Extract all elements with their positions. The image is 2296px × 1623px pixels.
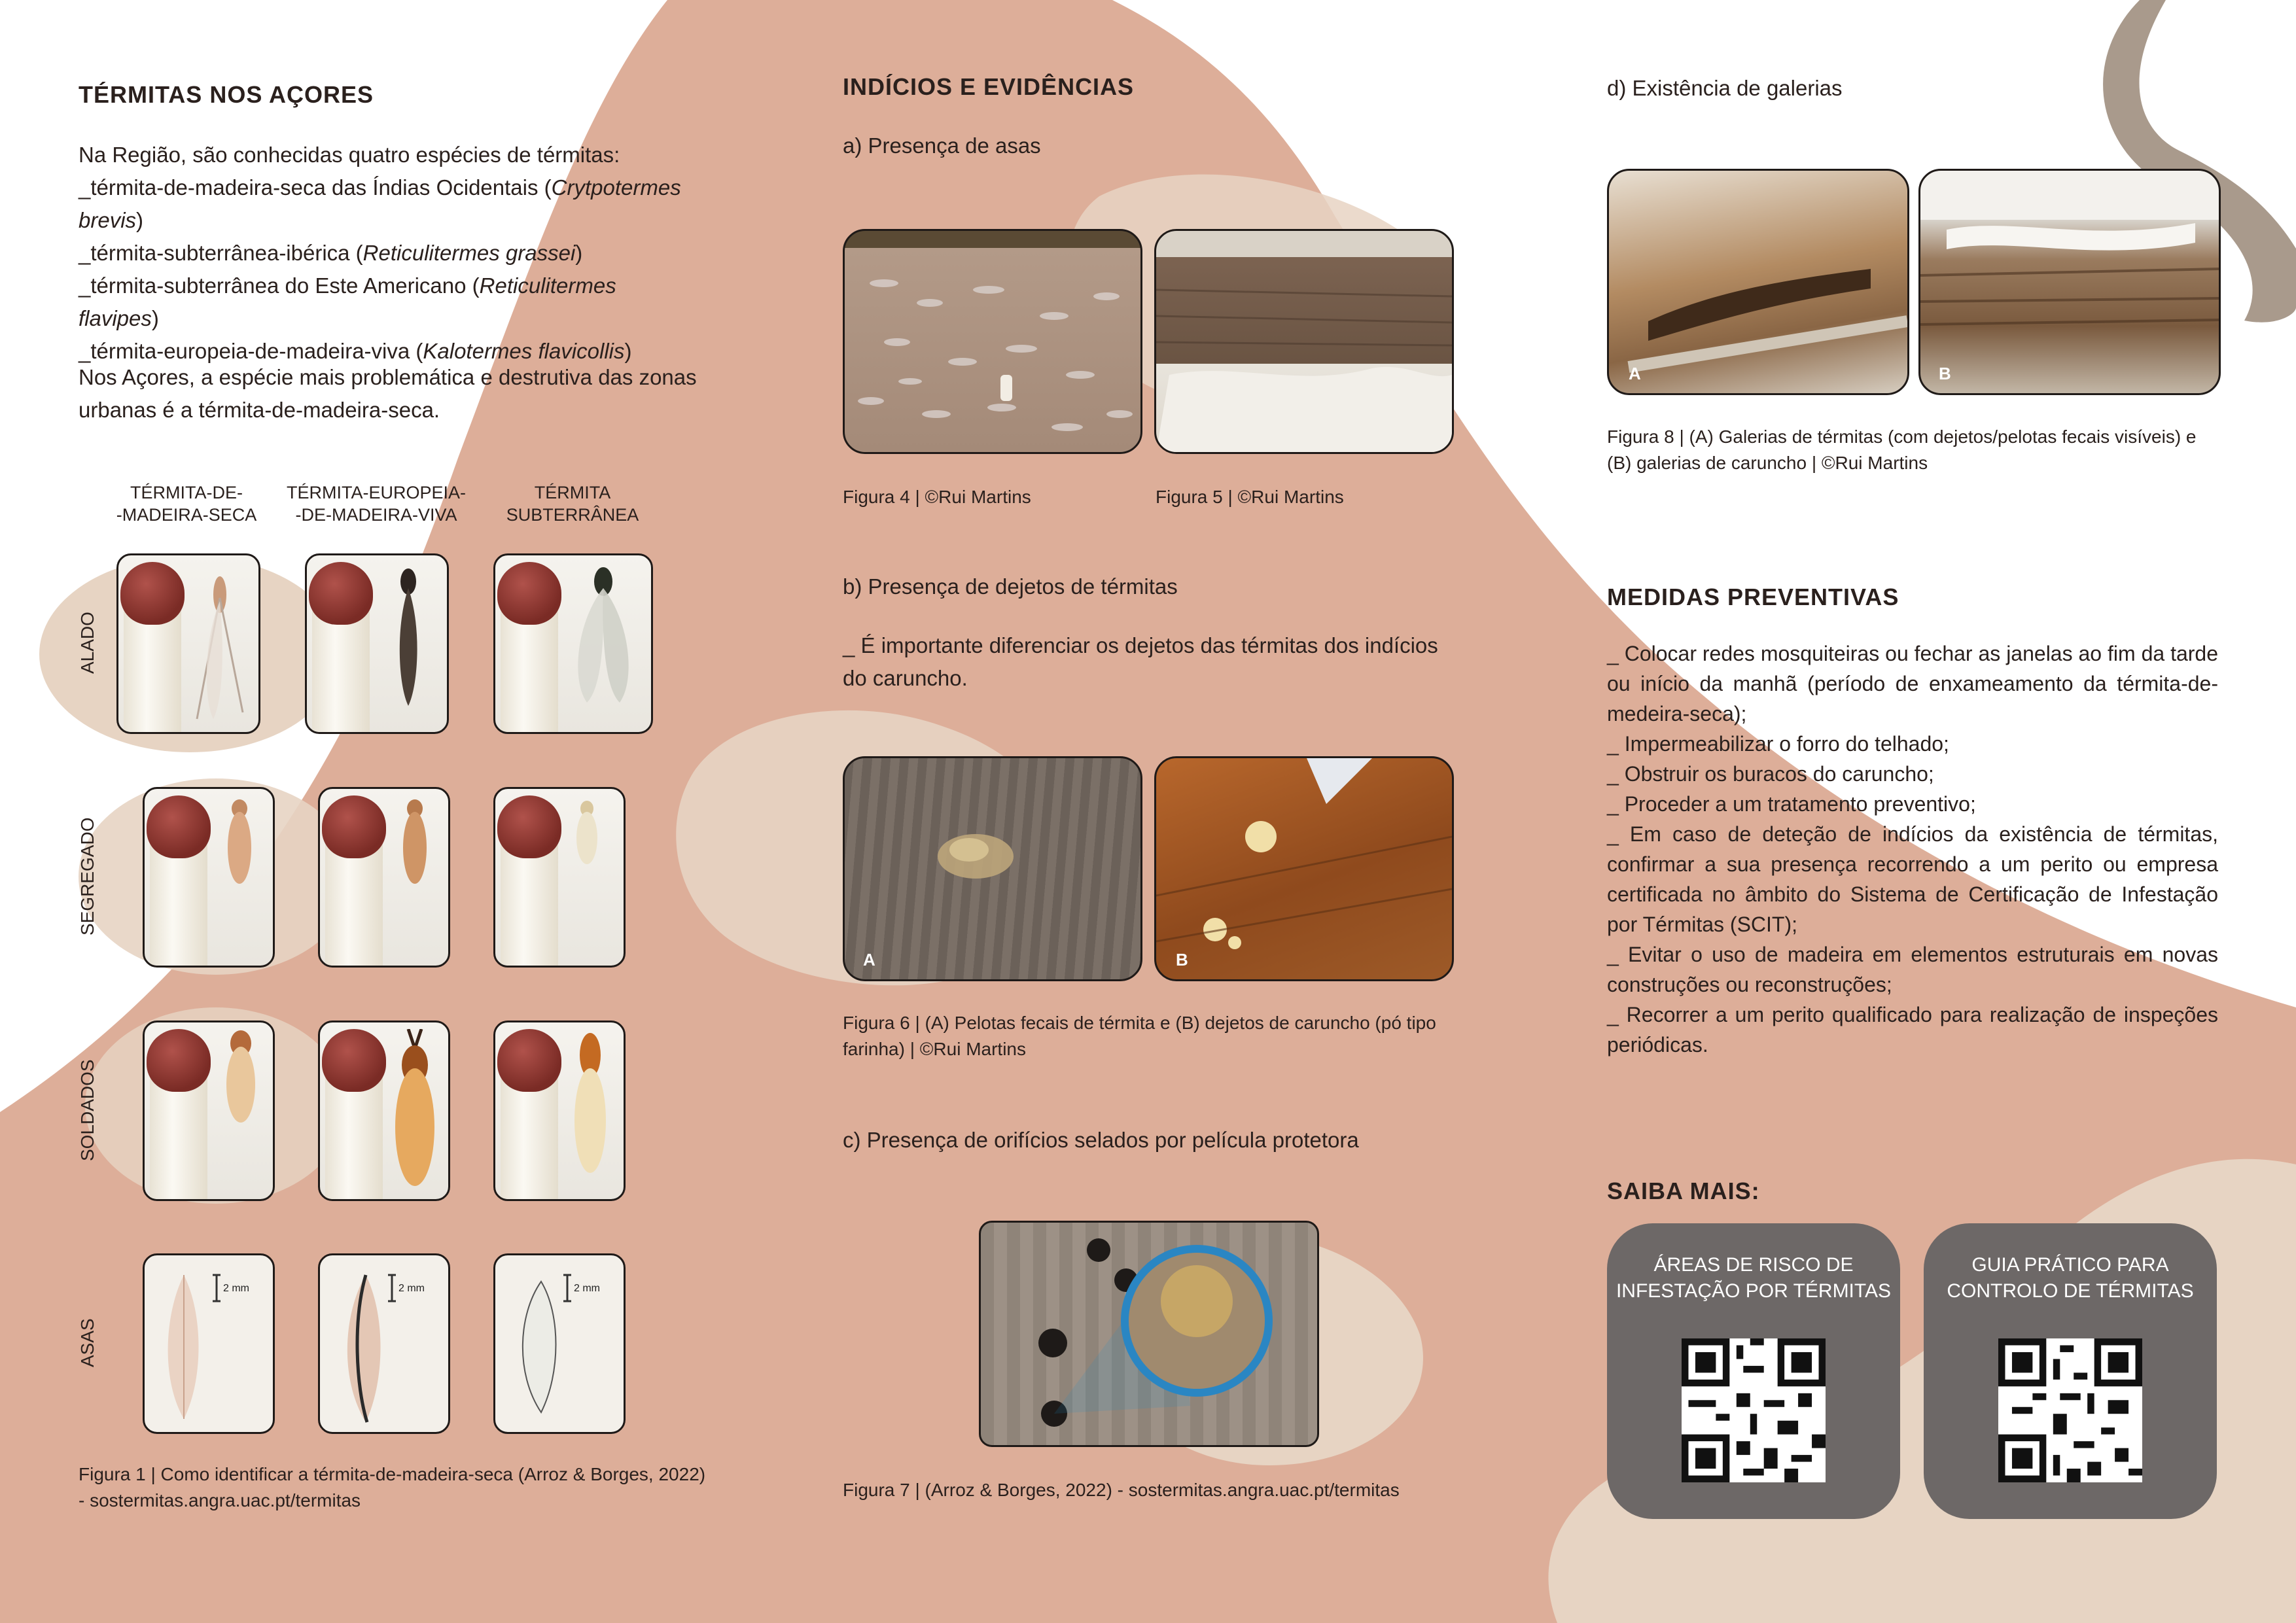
photo-figure-7 [979,1221,1319,1447]
winged-termite-icon [557,562,649,719]
measure-item: _ Impermeabilizar o forro do telhado; [1607,732,1949,756]
section-a-title: a) Presença de asas [843,133,1041,158]
measure-item: _ Colocar redes mosquiteiras ou fechar as janelas ao fim da tarde ou início da manhã (período de enxameamento da térmita-de-medeira-seca); [1607,642,2218,725]
wood-texture [1156,231,1452,452]
photo-soldados-madeira-viva [318,1021,450,1201]
wing-icon [151,1262,266,1425]
winged-termite-icon [379,562,438,719]
winged-termite-icon [184,568,256,725]
photo-figure-5 [1154,229,1454,454]
species-suffix: ) [575,241,583,265]
photo-asas-madeira-viva [318,1253,450,1434]
row-label-segregado: SEGREGADO [77,817,97,935]
qr-title-line: INFESTAÇÃO POR TÉRMITAS [1616,1280,1892,1302]
species-name: _térmita-de-madeira-seca das Índias Ocidentais ( [79,175,552,200]
photo-alado-madeira-seca [116,553,260,734]
section-b-title: b) Presença de dejetos de térmitas [843,574,1178,599]
heading-indicios: INDÍCIOS E EVIDÊNCIAS [843,73,1135,100]
table-col-head-subterranea [487,481,658,526]
scale-label: 2 mm [223,1283,249,1294]
row-label-soldados: SOLDADOS [77,1059,97,1161]
qr-code-icon[interactable] [1682,1338,1826,1482]
termite-icon [220,795,259,887]
species-scientific-name: Crytpotermes brevis [79,175,681,232]
species-item-3 [79,270,700,335]
qr-code-icon[interactable] [1998,1338,2142,1482]
label-b: B [1939,364,1951,383]
heading-medidas-preventivas: MEDIDAS PREVENTIVAS [1607,584,1899,610]
caption-figure-8: Figura 8 | (A) Galerias de térmitas (com dejetos/pelotas fecais visíveis) e (B) galerias de caruncho | ©Rui Martins [1607,427,2197,473]
col-head-line: -MADEIRA-SECA [116,505,257,525]
intro-line: Na Região, são conhecidas quatro espécies de térmitas: [79,143,620,167]
photo-figure-6b [1154,756,1454,981]
species-item-1 [79,171,700,237]
caption-figure-5: Figura 5 | ©Rui Martins [1156,487,1344,507]
termite-icon [567,799,607,877]
col-head-line: TÉRMITA [534,483,611,502]
species-item-2 [79,237,700,270]
caption-figure-7: Figura 7 | (Arroz & Borges, 2022) - sostermitas.angra.uac.pt/termitas [843,1480,1400,1500]
row-label-asas: ASAS [77,1318,97,1367]
species-suffix: ) [136,208,144,232]
termite-icon [395,795,434,887]
species-scientific-name: Reticulitermes grassei [362,241,576,265]
measure-item: _ Evitar o uso de madeira em elementos estruturais em novas construções ou reconstruções; [1607,943,2218,996]
qr-title-line: CONTROLO DE TÉRMITAS [1947,1280,2194,1302]
qr-title-line: GUIA PRÁTICO PARA [1971,1254,2169,1276]
wings-texture [845,231,1140,452]
table-col-head-madeira-seca [105,481,268,526]
woodworm-galleries [1920,171,2219,393]
row-label-alado: ALADO [77,612,97,674]
label-a: A [1629,364,1641,383]
photo-asas-madeira-seca [143,1253,275,1434]
section-d-title: d) Existência de galerias [1607,76,1843,100]
wood-dust [1156,758,1452,979]
col-head-line: SUBTERRÂNEA [506,505,639,525]
table-col-head-madeira-viva [281,481,471,526]
label-a: A [863,950,875,969]
photo-segregado-madeira-seca [143,787,275,968]
qr-card-title [1607,1252,1900,1304]
heading-termitas-acores: TÉRMITAS NOS AÇORES [79,81,374,108]
photo-segregado-madeira-viva [318,787,450,968]
photo-alado-madeira-viva [305,553,449,734]
scale-label: 2 mm [574,1283,600,1294]
measure-item: _ Recorrer a um perito qualificado para realização de inspeções periódicas. [1607,1003,2218,1056]
species-name: _térmita-subterrânea do Este Americano ( [79,273,480,298]
photo-segregado-subterranea [493,787,626,968]
col-head-line: TÉRMITA-EUROPEIA- [286,483,466,502]
soldier-termite-icon [389,1029,441,1193]
paragraph-problematic-species: Nos Açores, a espécie mais problemática e destrutiva das zonas urbanas é a térmita-de-madeira-seca. [79,365,697,422]
measure-item: _ Proceder a um tratamento preventivo; [1607,792,1976,816]
species-name: _térmita-europeia-de-madeira-viva ( [79,339,423,363]
fecal-pellets [845,758,1140,979]
sealed-holes [981,1223,1317,1445]
soldier-termite-icon [218,1029,264,1127]
caption-figure-6: Figura 6 | (A) Pelotas fecais de térmita e (B) dejetos de caruncho (pó tipo farinha) | ©Rui Martins [843,1013,1436,1059]
photo-figure-8a [1607,169,1909,395]
species-scientific-name: Reticulitermes flavipes [79,273,616,330]
species-suffix: ) [624,339,632,363]
photo-figure-8b [1918,169,2221,395]
species-scientific-name: Kalotermes flavicollis [423,339,625,363]
caption-figure-4: Figura 4 | ©Rui Martins [843,487,1031,507]
photo-soldados-subterranea [493,1021,626,1201]
col-head-line: TÉRMITA-DE- [130,483,243,502]
photo-figure-4 [843,229,1142,454]
heading-saiba-mais: SAIBA MAIS: [1607,1178,1760,1204]
intro-paragraph [79,139,700,368]
qr-card-risk-areas[interactable] [1607,1223,1900,1519]
species-suffix: ) [151,306,159,330]
col-head-line: -DE-MADEIRA-VIVA [295,505,457,525]
qr-card-practical-guide[interactable] [1924,1223,2217,1519]
photo-soldados-madeira-seca [143,1021,275,1201]
wing-icon [502,1262,617,1425]
scale-label: 2 mm [398,1283,425,1294]
soldier-termite-icon [567,1029,613,1186]
section-c-title: c) Presença de orifícios selados por película protetora [843,1128,1359,1152]
wing-icon [327,1262,442,1425]
measure-item: _ Obstruir os buracos do caruncho; [1607,762,1934,786]
qr-title-line: ÁREAS DE RISCO DE [1653,1254,1854,1276]
termite-galleries [1609,171,1907,393]
caption-figure-1: Figura 1 | Como identificar a térmita-de-madeira-seca (Arroz & Borges, 2022) - sostermitas.angra.uac.pt/termitas [79,1464,706,1510]
measures-list [1607,638,2218,1060]
photo-asas-subterranea [493,1253,626,1434]
photo-figure-6a [843,756,1142,981]
label-b: B [1176,950,1188,969]
measure-item: _ Em caso de deteção de indícios da existência de térmitas, confirmar a sua presença recorrendo a um perito ou empresa certificada no âmbito do Sistema de Certificação de Infestação por Térmitas (SCIT); [1607,822,2218,936]
photo-alado-subterranea [493,553,653,734]
qr-card-title [1924,1252,2217,1304]
species-name: _térmita-subterrânea-ibérica ( [79,241,363,265]
section-b-text: _ É importante diferenciar os dejetos das térmitas dos indícios do caruncho. [843,633,1438,690]
